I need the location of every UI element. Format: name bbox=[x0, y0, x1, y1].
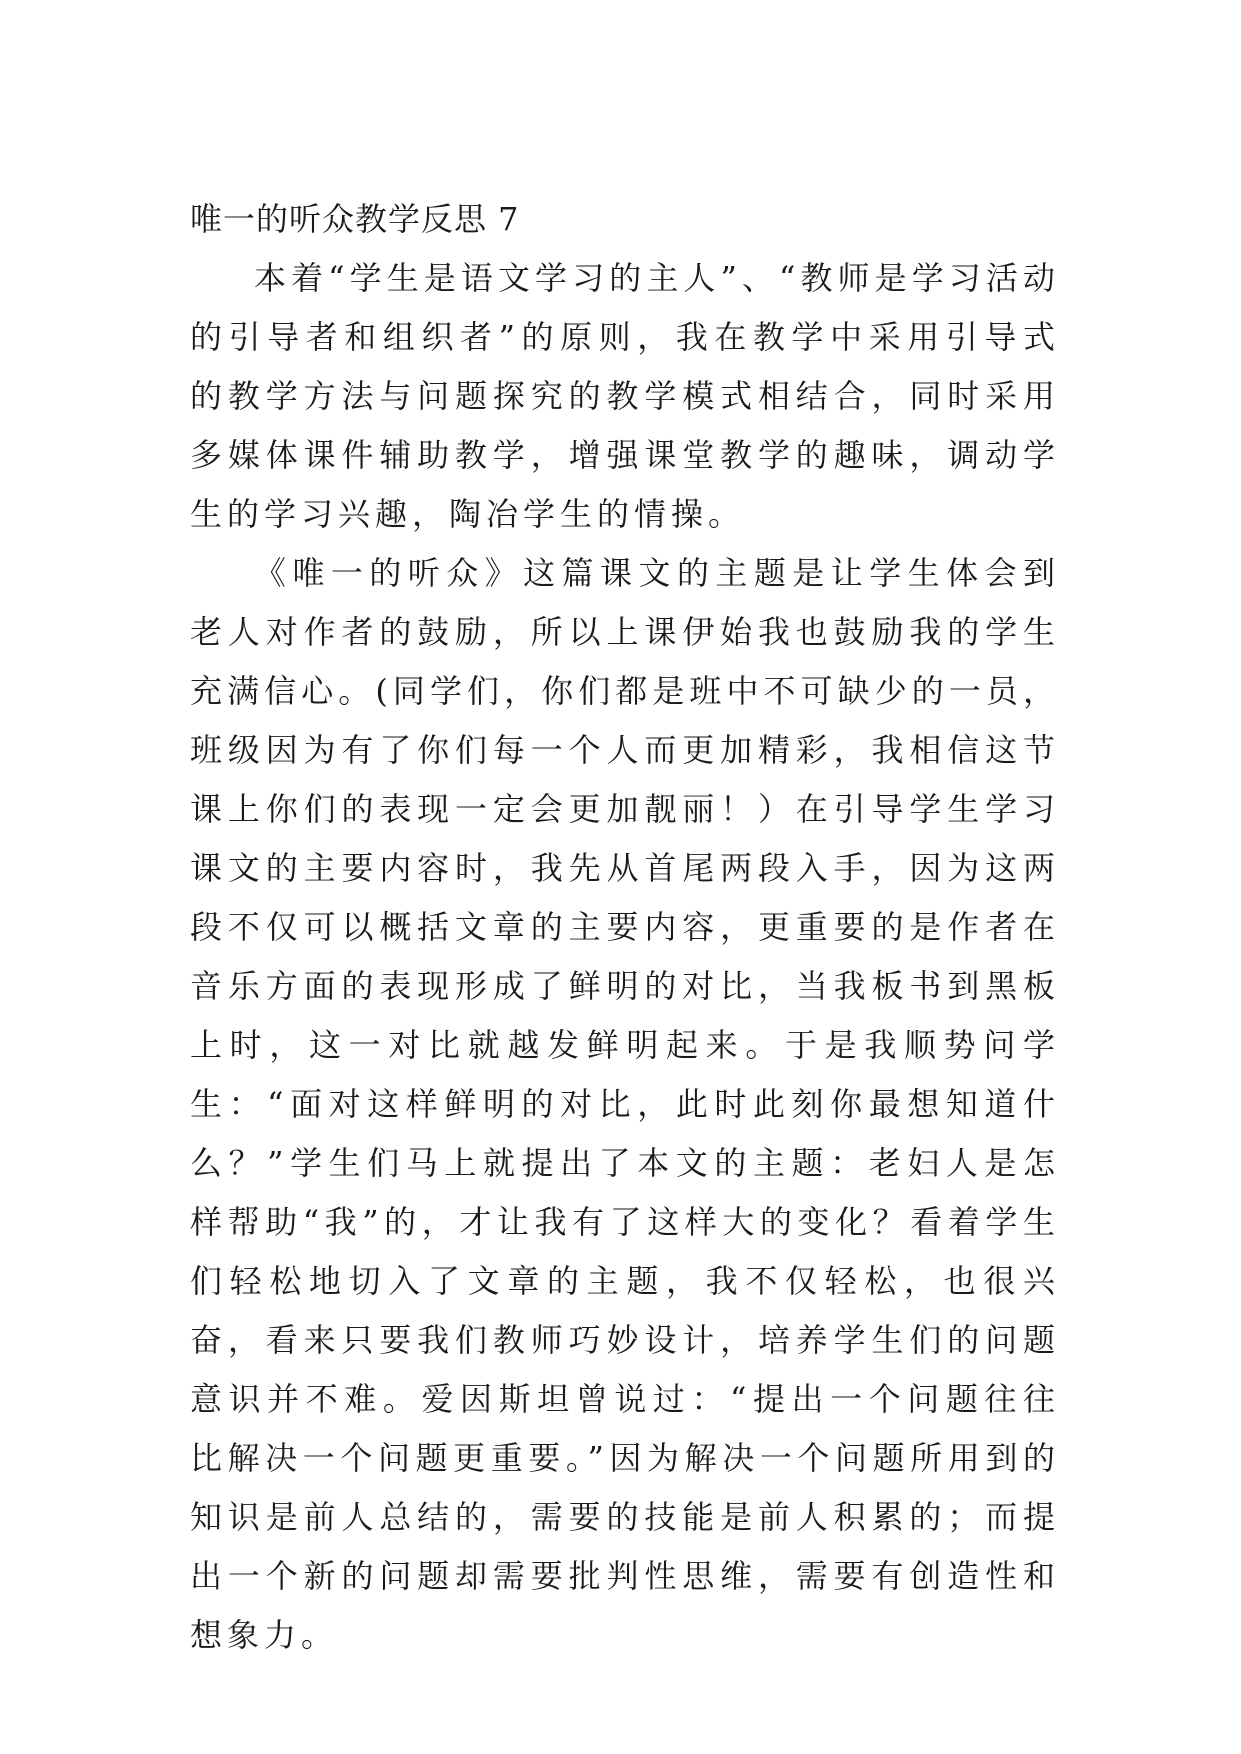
paragraph-principles: 本着“学生是语文学习的主人”、“教师是学习活动的引导者和组织者”的原则，我在教学中采用引导式的教学方法与问题探究的教学模式相结合，同时采用多媒体课件辅助教学，增强课堂教学的趣味，调动学生的学习兴趣，陶冶学生的情操。 bbox=[190, 259, 1060, 533]
document-body bbox=[190, 190, 1060, 1665]
document-title: 唯一的听众教学反思 7 bbox=[190, 200, 520, 238]
paragraph-lesson-reflection: 《唯一的听众》这篇课文的主题是让学生体会到老人对作者的鼓励，所以上课伊始我也鼓励我的学生充满信心。(同学们，你们都是班中不可缺少的一员，班级因为有了你们每一个人而更加精彩，我相信这节课上你们的表现一定会更加靓丽！）在引导学生学习课文的主要内容时，我先从首尾两段入手，因为这两段不仅可以概括文章的主要内容，更重要的是作者在音乐方面的表现形成了鲜明的对比，当我板书到黑板上时，这一对比就越发鲜明起来。于是我顺势问学生：“面对这样鲜明的对比，此时此刻你最想知道什么？”学生们马上就提出了本文的主题：老妇人是怎样帮助“我”的，才让我有了这样大的变化？看着学生们轻松地切入了文章的主题，我不仅轻松，也很兴奋，看来只要我们教师巧妙设计，培养学生们的问题意识并不难。爱因斯坦曾说过：“提出一个问题往往比解决一个问题更重要。”因为解决一个问题所用到的知识是前人总结的，需要的技能是前人积累的；而提出一个新的问题却需要批判性思维，需要有创造性和想象力。 bbox=[190, 554, 1060, 1654]
